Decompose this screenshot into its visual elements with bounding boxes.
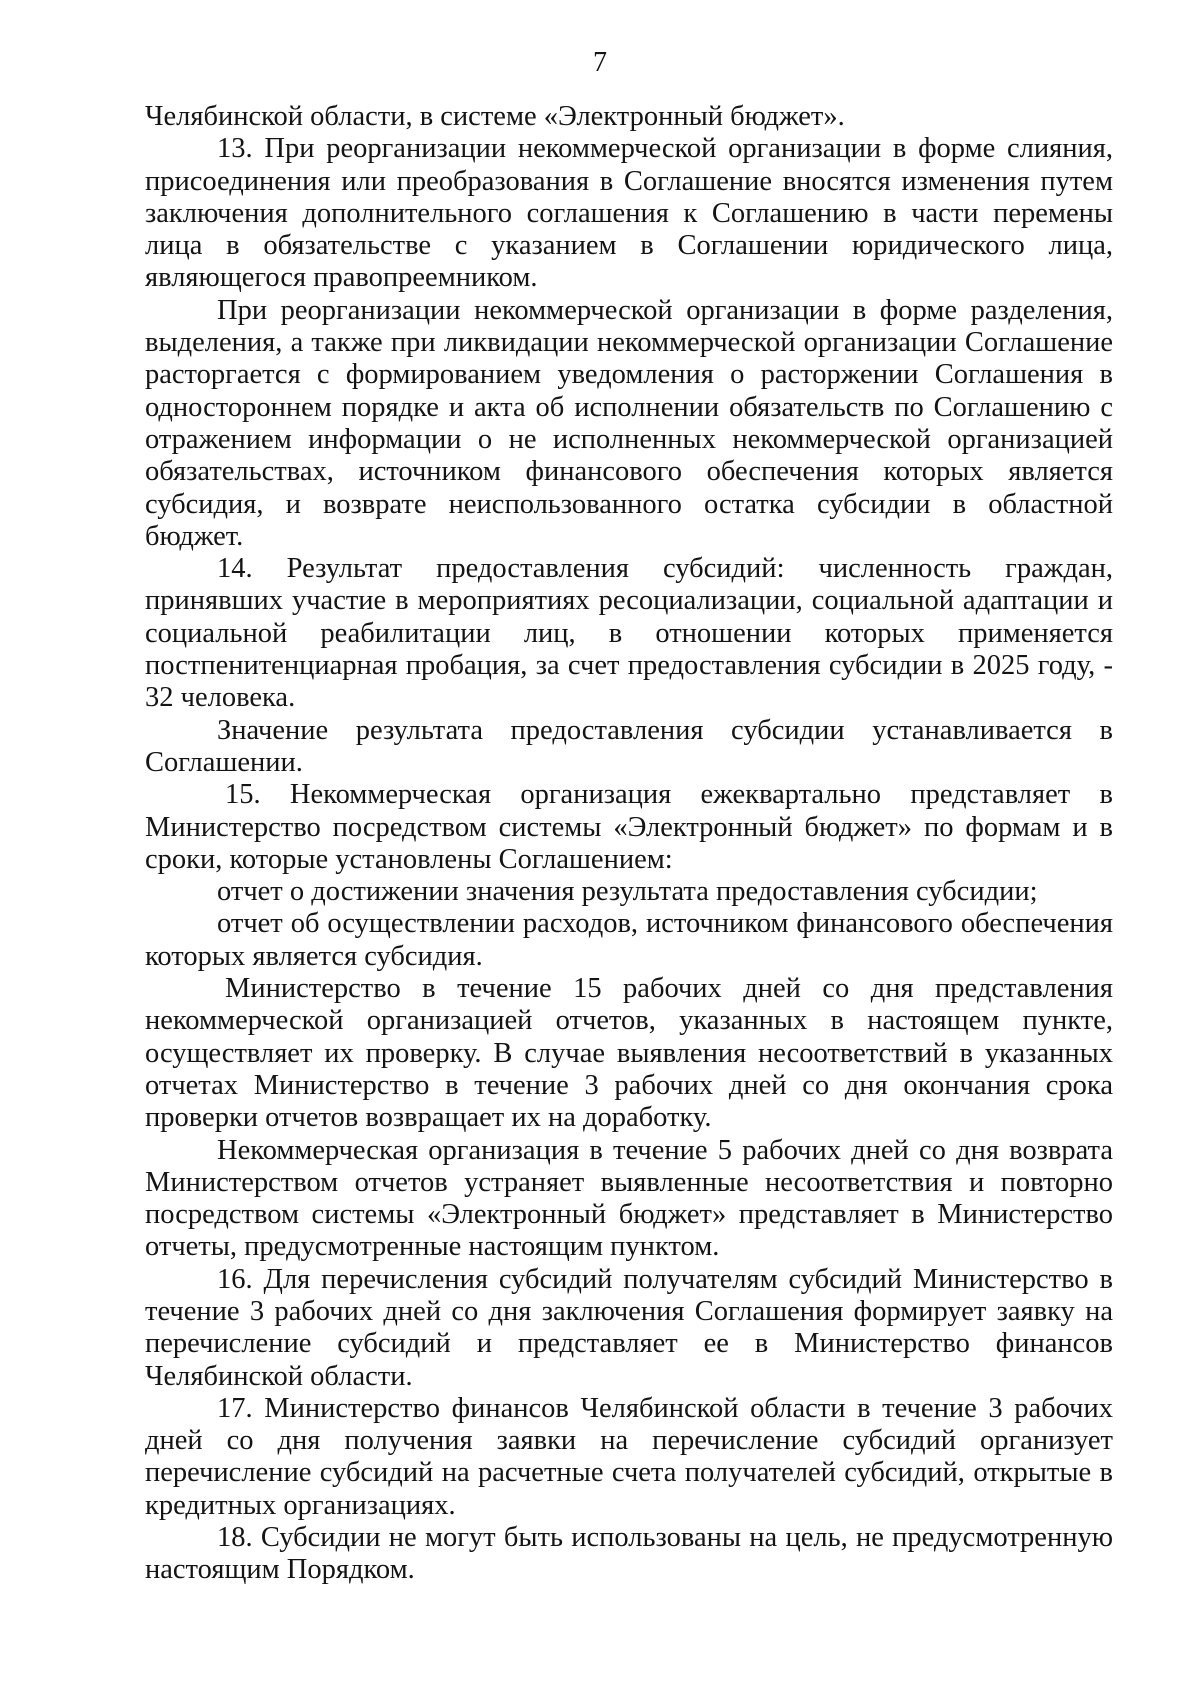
paragraph-item-15: 15. Некоммерческая организация ежеквартально представляет в Министерство посредством системы «Электронный бюджет» по формам и в сроки, которые установлены Соглашением: <box>145 779 1113 875</box>
paragraph-reorganization-division: При реорганизации некоммерческой организации в форме разделения, выделения, а также при ликвидации некоммерческой организации Соглашение расторгается с формированием уведомления о расторжении Соглашения в одностороннем порядке и акта об исполнении обязательств по Соглашению с отражением информации о не исполненных некоммерческой организацией обязательствах, источником финансового обеспечения которых является субсидия, и возврате неиспользованного остатка субсидии в областной бюджет. <box>145 294 1113 552</box>
paragraph-report-result: отчет о достижении значения результата предоставления субсидии; <box>217 876 1038 908</box>
paragraph-item-16: 16. Для перечисления субсидий получателям субсидий Министерство в течение 3 рабочих дней со дня заключения Соглашения формирует заявку на перечисление субсидий и представляет ее в Министерство финансов Челябинской области. <box>145 1263 1113 1392</box>
paragraph-result-value: Значение результата предоставления субсидии устанавливается в Соглашении. <box>145 714 1113 778</box>
paragraph-report-expenses: отчет об осуществлении расходов, источником финансового обеспечения которых является субсидия. <box>145 908 1113 972</box>
page-number: 7 <box>593 47 607 78</box>
paragraph-corrections: Некоммерческая организация в течение 5 рабочих дней со дня возврата Министерством отчетов устраняет выявленные несоответствия и повторно посредством системы «Электронный бюджет» представляет в Министерство отчеты, предусмотренные настоящим пунктом. <box>145 1134 1113 1263</box>
paragraph-item-18: 18. Субсидии не могут быть использованы на цель, не предусмотренную настоящим Порядком. <box>145 1522 1113 1586</box>
paragraph-item-14: 14. Результат предоставления субсидий: численность граждан, принявших участие в мероприятиях ресоциализации, социальной адаптации и социальной реабилитации лиц, в отношении которых применяется постпенитенциарная пробация, за счет предоставления субсидии в 2025 году, - 32 человека. <box>145 553 1113 714</box>
paragraph-item-13: 13. При реорганизации некоммерческой организации в форме слияния, присоединения или преобразования в Соглашение вносятся изменения путем заключения дополнительного соглашения к Соглашению в части перемены лица в обязательстве с указанием в Соглашении юридического лица, являющегося правопреемником. <box>145 133 1113 294</box>
paragraph-ministry-review: Министерство в течение 15 рабочих дней со дня представления некоммерческой организацией отчетов, указанных в настоящем пункте, осуществляет их проверку. В случае выявления несоответствий в указанных отчетах Министерство в течение 3 рабочих дней со дня окончания срока проверки отчетов возвращает их на доработку. <box>145 973 1113 1134</box>
paragraph-item-17: 17. Министерство финансов Челябинской области в течение 3 рабочих дней со дня получения заявки на перечисление субсидий организует перечисление субсидий на расчетные счета получателей субсидий, открытые в кредитных организациях. <box>145 1392 1113 1521</box>
document-body <box>145 101 1113 1587</box>
paragraph-continuation: Челябинской области, в системе «Электронный бюджет». <box>145 101 845 132</box>
